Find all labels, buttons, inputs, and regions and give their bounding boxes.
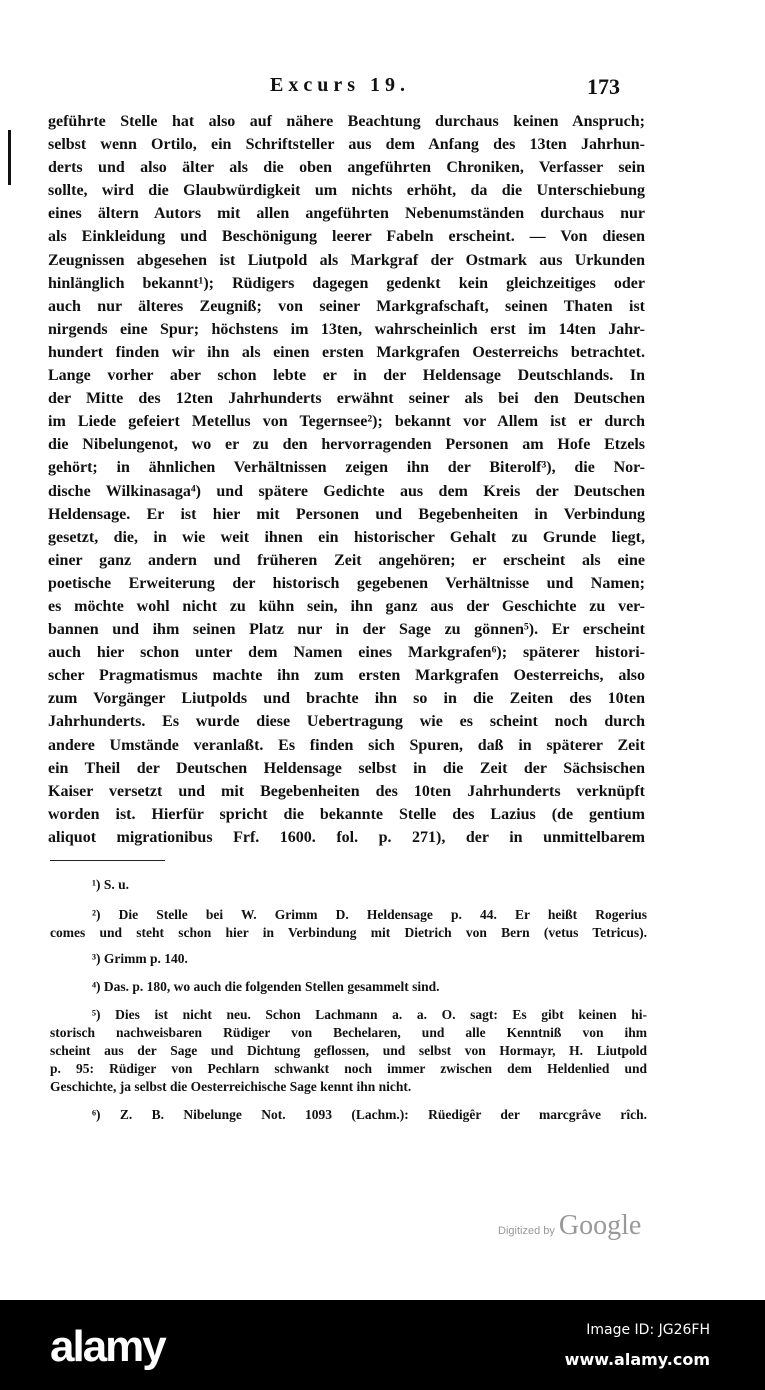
footnote-5: ⁵) Dies ist nicht neu. Schon Lachmann a. a. O. sagt: Es gibt keinen hi- [92,1007,647,1022]
body-line: auch nur älteres Zeugniß; von seiner Markgrafschaft, seinen Thaten ist [48,297,645,315]
body-text [48,110,645,849]
body-line: hundert finden wir ihn als einen ersten Markgrafen Oesterreichs betrachtet. [48,343,645,361]
footnote-2: ²) Die Stelle bei W. Grimm D. Heldensage p. 44. Er heißt Rogerius [92,907,647,922]
google-watermark [498,1210,641,1242]
footnote-rule [50,860,165,861]
body-line: im Liede gefeiert Metellus von Tegernsee²); bekannt vor Allem ist er durch [48,413,645,431]
body-line: einer ganz andern und früheren Zeit angehören; er erscheint als eine [48,551,645,569]
body-line: gehört; in ähnlichen Verhältnissen zeigen ihn der Biterolf³), die Nor- [48,459,645,477]
stock-banner [0,1300,765,1390]
body-line: dische Wilkinasaga⁴) und spätere Gedichte aus dem Kreis der Deutschen [48,482,645,500]
footnote-5-cont: p. 95: Rüdiger von Pechlarn schwankt noch immer zwischen dem Heldenlied und [50,1061,647,1076]
body-line: scher Pragmatismus machte ihn zum ersten Markgrafen Oesterreichs, also [48,667,645,685]
body-line: auch hier schon unter dem Namen eines Markgrafen⁶); späterer histori- [48,644,645,662]
footnote-2-cont: comes und steht schon hier in Verbindung mit Dietrich von Bern (vetus Tetricus). [50,925,647,940]
body-line: ein Theil der Deutschen Heldensage selbst in die Zeit der Sächsischen [48,759,645,777]
body-line: als Einkleidung und Beschönigung leerer Fabeln erscheint. — Von diesen [48,228,645,246]
body-line: eines ältern Autors mit allen angeführten Nebenumständen durchaus nur [48,205,645,223]
footnote-6: ⁶) Z. B. Nibelunge Not. 1093 (Lachm.): Rüedigêr der marcgrâve rîch. [92,1107,647,1122]
body-line: derts und also älter als die oben angeführten Chroniken, Verfasser sein [48,159,645,177]
body-line: Jahrhunderts. Es wurde diese Uebertragung wie es scheint noch durch [48,713,645,731]
body-line: es möchte wohl nicht zu kühn sein, ihn ganz aus der Geschichte zu ver- [48,597,645,615]
footnote-3: ³) Grimm p. 140. [92,951,188,966]
body-line: nirgends eine Spur; höchstens im 13ten, wahrscheinlich erst im 14ten Jahr- [48,320,645,338]
footnote-4: ⁴) Das. p. 180, wo auch die folgenden Stellen gesammelt sind. [92,979,440,994]
footnote-5-cont: Geschichte, ja selbst die Oesterreichische Sage kennt ihn nicht. [50,1079,412,1094]
body-line: Lange vorher aber schon lebte er in der Heldensage Deutschlands. In [48,367,645,385]
alamy-logo: alamy [50,1322,165,1371]
body-line: aliquot migrationibus Frf. 1600. fol. p. 271), der in unmittelbarem [48,828,645,846]
margin-mark [8,130,11,185]
body-line: gesetzt, die, in wie weit ihnen ein historischer Gehalt zu Grunde liegt, [48,528,645,546]
google-logo-text: Google [558,1210,642,1241]
body-line: geführte Stelle hat also auf nähere Beachtung durchaus keinen Anspruch; [48,113,645,130]
body-line: die Nibelungenot, wo er zu den hervorragenden Personen am Hofe Etzels [48,436,645,454]
page-number: 173 [587,74,620,99]
body-line: zum Vorgänger Liutpolds und brachte ihn so in die Zeiten des 10ten [48,690,645,708]
body-line: poetische Erweiterung der historisch gegebenen Verhältnisse und Namen; [48,574,645,592]
body-line: der Mitte des 12ten Jahrhunderts erwähnt seiner als bei den Deutschen [48,390,645,408]
running-head: Excurs 19. [270,74,410,96]
body-line: selbst wenn Ortilo, ein Schriftsteller aus dem Anfang des 13ten Jahrhun- [48,136,645,154]
body-line: hinlänglich bekannt¹); Rüdigers dagegen gedenkt kein gleichzeitiges oder [48,274,645,292]
footnote-1: ¹) S. u. [92,877,130,892]
body-line: Heldensage. Er ist hier mit Personen und Begebenheiten in Verbindung [48,505,645,523]
body-line: sollte, wird die Glaubwürdigkeit um nichts erhöht, da die Unterschiebung [48,182,645,200]
body-line: bannen und ihm seinen Platz nur in der Sage zu gönnen⁵). Er erscheint [48,621,645,639]
digitized-by-text: Digitized by [498,1225,555,1237]
footnote-5-cont: scheint aus der Sage und Dichtung geflossen, und selbst von Hormayr, H. Liutpold [50,1043,647,1058]
site-url: www.alamy.com [564,1350,710,1369]
footnote-5-cont: storisch nachweisbaren Rüdiger von Bechelaren, und alle Kenntniß von ihm [50,1025,647,1040]
body-line: andere Umstände veranlaßt. Es finden sich Spuren, daß in späterer Zeit [48,736,645,754]
image-id: Image ID: JG26FH [586,1322,710,1338]
body-line: worden ist. Hierfür spricht die bekannte Stelle des Lazius (de gentium [48,805,645,823]
body-line: Kaiser versetzt und mit Begebenheiten des 10ten Jahrhunderts verknüpft [48,782,645,800]
body-line: Zeugnissen abgesehen ist Liutpold als Markgraf der Ostmark aus Urkunden [48,251,645,269]
